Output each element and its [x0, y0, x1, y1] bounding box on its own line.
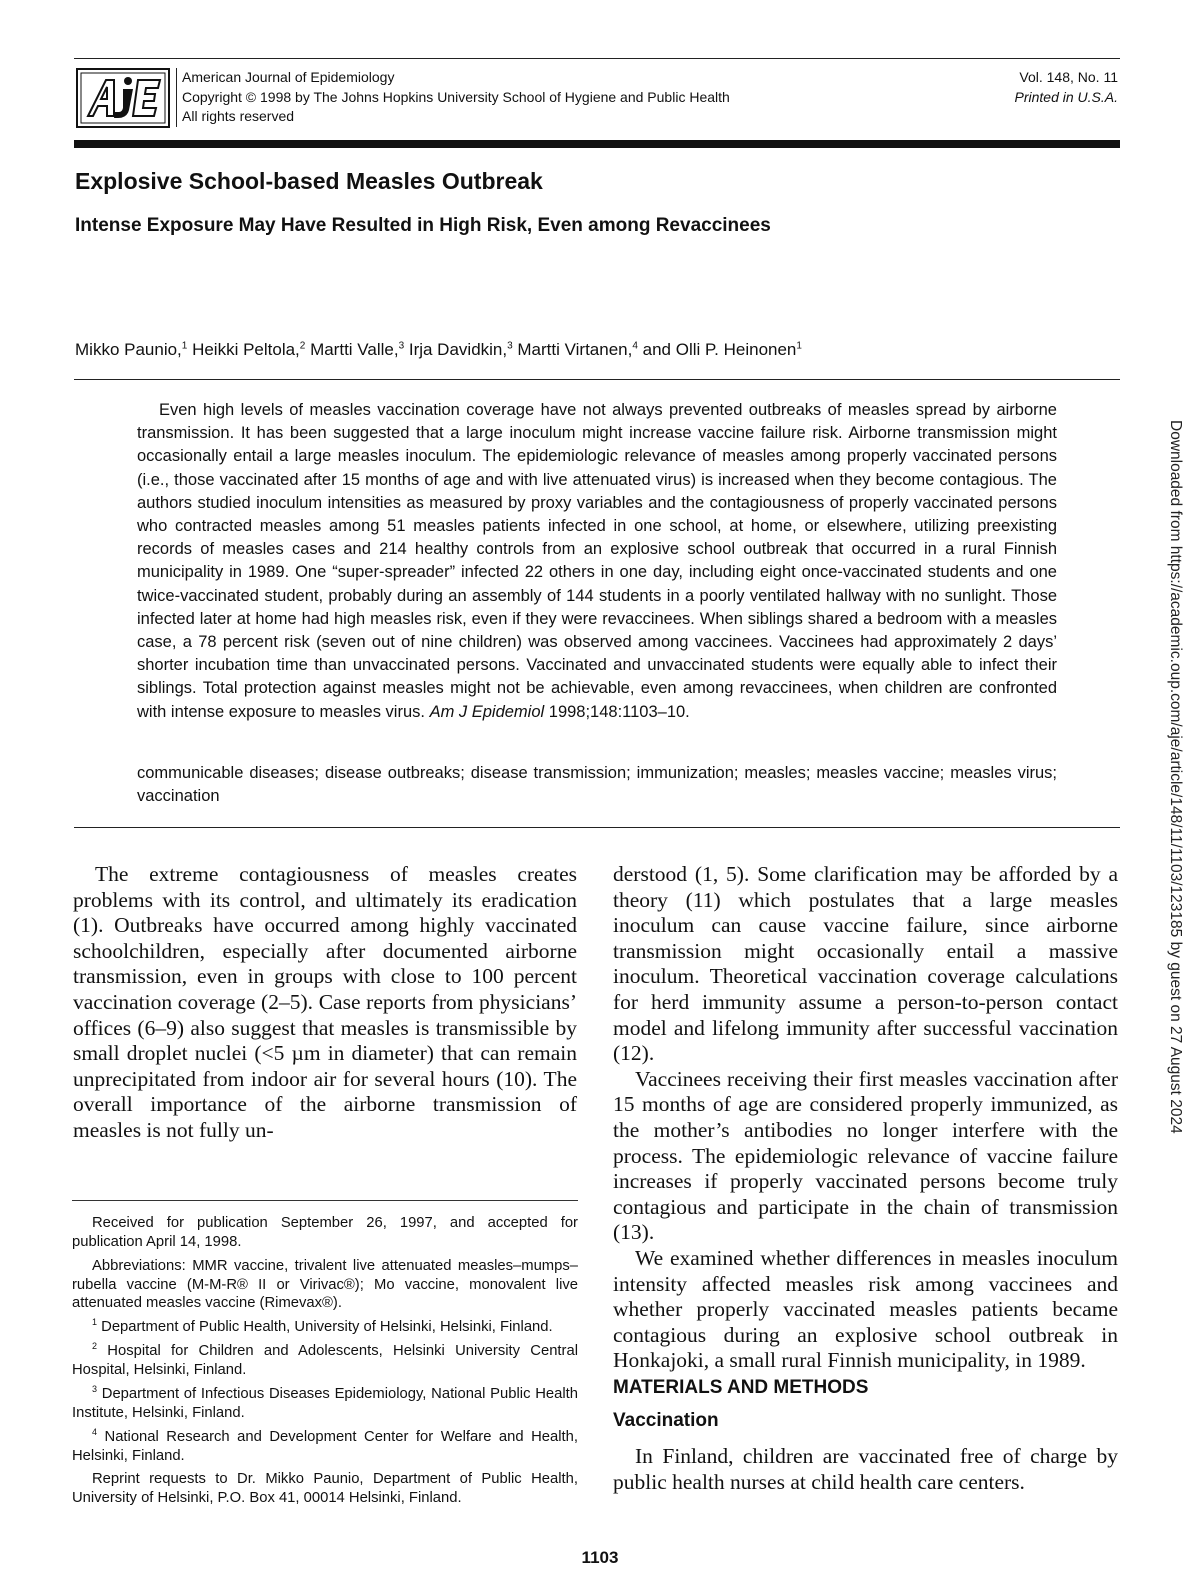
author: and Olli P. Heinonen$^1$: [637, 340, 802, 359]
footnote: Received for publication September 26, 1997, and accepted for publication April 14, 1998.: [72, 1214, 578, 1250]
footnote-rule: [72, 1200, 578, 1201]
body-paragraph: derstood (1, 5). Some clarification may be afforded by a theory (11) which postulates that a large measles inoculum can cause vaccine failure, since airborne transmission might occasionally entail a massive inoculum. Theoretical vaccination coverage calculations for herd immunity assume a person-to-person contact model and lifelong immunity after successful vaccination (12).: [613, 862, 1118, 1066]
footnotes: [72, 1209, 578, 1508]
subsection-heading: Vaccination: [613, 1410, 719, 1431]
citation-journal: Am J Epidemiol: [429, 702, 545, 721]
header-thick-rule: [74, 140, 1120, 148]
author: Heikki Peltola,$^2$: [187, 340, 306, 359]
footnote: $^2$ Hospital for Children and Adolescents, Helsinki University Central Hospital, Helsinki, Finland.: [72, 1341, 578, 1379]
journal-header: [176, 68, 730, 127]
author: Martti Valle,$^3$: [305, 340, 405, 359]
section-text: [613, 1444, 1118, 1495]
body-paragraph: Vaccinees receiving their first measles vaccination after 15 months of age are considered properly immunized, as the mother’s antibodies no longer interfere with the process. The epidemiologic relevance of vaccine failure increases if properly vaccinated persons become truly contagious and participate in the chain of transmission (13).: [613, 1066, 1118, 1245]
journal-name: American Journal of Epidemiology: [182, 69, 395, 85]
volume-info: [1015, 68, 1119, 107]
footnote: $^4$ National Research and Development Center for Welfare and Health, Helsinki, Finland.: [72, 1426, 578, 1464]
rights-line: All rights reserved: [182, 108, 295, 124]
download-note: Downloaded from https://academic.oup.com/aje/article/148/11/1103/123185 by guest on 27 August 2024: [1167, 420, 1184, 1134]
section-heading: MATERIALS AND METHODS: [613, 1377, 869, 1398]
article-title: Explosive School-based Measles Outbreak: [75, 168, 543, 194]
page-number: 1103: [581, 1548, 619, 1567]
abstract-bottom-rule: [74, 827, 1120, 828]
author: Martti Virtanen,$^4$: [512, 340, 638, 359]
footnote: Abbreviations: MMR vaccine, trivalent live attenuated measles–mumps–rubella vaccine (M-M-R® II or Virivac®); Mo vaccine, monovalent live attenuated measles vaccine (Rimevax®).: [72, 1257, 578, 1312]
printed-in: Printed in U.S.A.: [1014, 88, 1118, 105]
footnote: $^3$ Department of Infectious Diseases Epidemiology, National Public Health Institute, Helsinki, Finland.: [72, 1383, 578, 1421]
copyright-line: Copyright © 1998 by The Johns Hopkins University School of Hygiene and Public Health: [182, 88, 730, 105]
body-paragraph: In Finland, children are vaccinated free of charge by public health nurses at child health care centers.: [613, 1444, 1118, 1494]
footnote: $^1$ Department of Public Health, University of Helsinki, Helsinki, Finland.: [92, 1317, 553, 1336]
author-list: [75, 340, 802, 360]
author: Mikko Paunio,$^1$: [75, 340, 188, 359]
author: Irja Davidkin,$^3$: [404, 340, 513, 359]
footnote: Reprint requests to Dr. Mikko Paunio, Department of Public Health, University of Helsinki, P.O. Box 41, 00014 Helsinki, Finland.: [72, 1471, 578, 1507]
abstract-top-rule: [74, 379, 1120, 380]
keywords: communicable diseases; disease outbreaks; disease transmission; immunization; measles; measles vaccine; measles virus; vaccination: [137, 764, 1057, 806]
abstract: [137, 399, 1057, 724]
citation-details: 1998;148:1103–10.: [544, 702, 690, 721]
journal-logo: [76, 68, 170, 128]
left-column: [73, 862, 577, 1144]
download-watermark: [1167, 420, 1185, 1165]
article-subtitle: Intense Exposure May Have Resulted in High Risk, Even among Revaccinees: [75, 215, 771, 236]
abstract-body: Even high levels of measles vaccination coverage have not always prevented outbreaks of measles spread by airborne transmission. It has been suggested that a large inoculum might increase vaccine failure risk. Airborne transmission might occasionally entail a large measles inoculum. The epidemiologic relevance of measles among properly vaccinated persons (i.e., those vaccinated after 15 months of age and with live attenuated virus) is increased when they become contagious. The authors studied inoculum intensities as measured by proxy variables and the contagiousness of properly vaccinated persons who contracted measles among 51 measles patients infected in one school, at home, or elsewhere, utilizing preexisting records of measles cases and 214 healthy controls from an explosive school outbreak that occurred in a rural Finnish municipality in 1989. One “super-spreader” infected 22 others in one day, including eight once-vaccinated students and one twice-vaccinated student, probably during an assembly of 144 students in a poorly ventilated hallway with no sunlight. Those infected later at home had high measles risk, even if they were revaccinees. When siblings shared a bedroom with a measles case, a 78 percent risk (seven out of nine children) was observed among vaccinees. Vaccinees had approximately 2 days’ shorter incubation time than unvaccinated persons. Vaccinated and unvaccinated students were equally able to infect their siblings. Total protection against measles might not be achievable, even among revaccinees, when children are confronted with intense exposure to measles virus.: [137, 401, 1057, 721]
body-paragraph: The extreme contagiousness of measles creates problems with its control, and ultimately its eradication (1). Outbreaks have occurred among highly vaccinated schoolchildren, especially after documented airborne transmission, even in groups with close to 100 percent vaccination coverage (2–5). Case reports from physicians’ offices (6–9) also suggest that measles is transmissible by small droplet nuclei (<5 µm in diameter) that can remain unprecipitated from indoor air for several hours (10). The overall importance of the airborne transmission of measles is not fully un-: [73, 862, 577, 1142]
header-top-rule: [74, 58, 1120, 59]
body-paragraph: We examined whether differences in measles inoculum intensity affected measles risk among vaccinees and whether properly vaccinated measles patients became contagious during an explosive school outbreak in Honkajoki, a small rural Finnish municipality, in 1989.: [613, 1245, 1118, 1373]
right-column: [613, 862, 1118, 1374]
volume-number: Vol. 148, No. 11: [1019, 69, 1118, 85]
